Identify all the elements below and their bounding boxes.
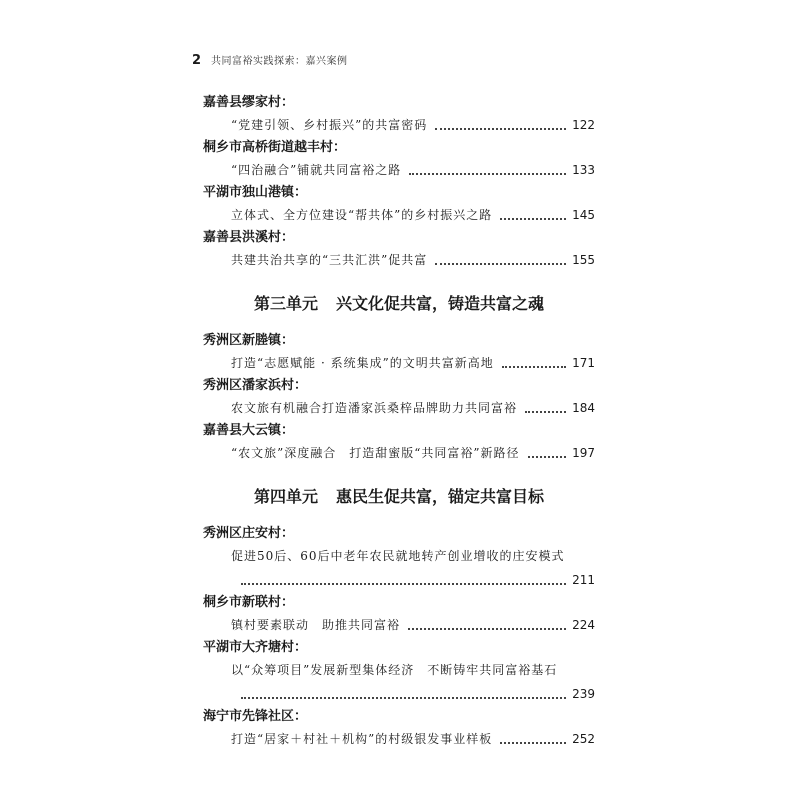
toc-entry-title: “农文旅”深度融合 打造甜蜜版“共同富裕”新路径 — [231, 446, 520, 460]
toc-entry-title: 促进50后、60后中老年农民就地转产创业增收的庄安模式 — [231, 549, 565, 563]
table-of-contents — [203, 92, 595, 751]
toc-place: 嘉善县大云镇： — [203, 423, 295, 438]
unit-number: 第四单元 — [253, 487, 318, 506]
toc-place: 桐乡市新联村： — [203, 595, 295, 610]
toc-page-number: 122 — [572, 118, 595, 132]
toc-entry-title: “党建引领、乡村振兴”的共富密码 — [231, 118, 428, 132]
toc-entry[interactable] — [231, 658, 595, 706]
toc-entry[interactable] — [231, 248, 595, 272]
page-number: 2 — [192, 53, 202, 68]
toc-entry[interactable] — [231, 613, 595, 637]
toc-group — [203, 227, 595, 272]
toc-place: 嘉善县洪溪村： — [203, 230, 295, 245]
dot-leader — [241, 582, 566, 585]
toc-group — [203, 182, 595, 227]
dot-leader — [525, 410, 566, 413]
toc-group — [203, 375, 595, 420]
toc-page-number: 224 — [572, 618, 595, 632]
toc-entry-title: “四治融合”铺就共同富裕之路 — [231, 163, 402, 177]
toc-page-number: 133 — [572, 163, 595, 177]
dot-leader — [435, 127, 566, 130]
toc-entry-title: 立体式、全方位建设“帮共体”的乡村振兴之路 — [231, 208, 493, 222]
toc-place: 桐乡市高桥街道越丰村： — [203, 140, 347, 155]
toc-group — [203, 706, 595, 751]
section-heading-unit-4[interactable] — [203, 485, 595, 509]
toc-entry[interactable] — [231, 351, 595, 375]
toc-entry[interactable] — [231, 113, 595, 137]
dot-leader — [500, 217, 566, 220]
toc-group — [203, 137, 595, 182]
toc-place: 秀洲区潘家浜村： — [203, 378, 308, 393]
dot-leader — [500, 741, 566, 744]
toc-page-number: 211 — [572, 573, 595, 587]
toc-entry-title: 共建共治共享的“三共汇洪”促共富 — [231, 253, 428, 267]
toc-entry-title: 打造“志愿赋能 · 系统集成”的文明共富新高地 — [231, 356, 494, 370]
toc-place: 嘉善县缪家村： — [203, 95, 295, 110]
toc-page-number: 197 — [572, 446, 595, 460]
toc-page-number: 252 — [572, 732, 595, 746]
toc-group — [203, 523, 595, 592]
toc-entry-title: 以“众筹项目”发展新型集体经济 不断铸牢共同富裕基石 — [231, 663, 558, 677]
dot-leader — [409, 172, 566, 175]
dot-leader — [435, 262, 566, 265]
dot-leader — [241, 696, 566, 699]
section-heading-unit-3[interactable] — [203, 292, 595, 316]
dot-leader — [502, 365, 566, 368]
toc-group — [203, 592, 595, 637]
toc-place: 秀洲区庄安村： — [203, 526, 295, 541]
toc-page-number: 239 — [572, 687, 595, 701]
unit-title: 惠民生促共富，锚定共富目标 — [336, 487, 545, 506]
toc-place: 秀洲区新塍镇： — [203, 333, 295, 348]
toc-entry[interactable] — [231, 441, 595, 465]
toc-page-number: 155 — [572, 253, 595, 267]
unit-title: 兴文化促共富，铸造共富之魂 — [336, 294, 545, 313]
running-head — [192, 52, 348, 68]
toc-place: 平湖市独山港镇： — [203, 185, 308, 200]
toc-entry-title: 镇村要素联动 助推共同富裕 — [231, 618, 401, 632]
dot-leader — [408, 627, 566, 630]
toc-place: 平湖市大齐塘村： — [203, 640, 308, 655]
unit-number: 第三单元 — [253, 294, 318, 313]
dot-leader — [528, 455, 567, 458]
toc-page-number: 145 — [572, 208, 595, 222]
toc-entry-title: 农文旅有机融合打造潘家浜桑梓品牌助力共同富裕 — [231, 401, 518, 415]
toc-place: 海宁市先锋社区： — [203, 709, 308, 724]
toc-group — [203, 420, 595, 465]
toc-entry[interactable] — [231, 727, 595, 751]
toc-entry[interactable] — [231, 158, 595, 182]
toc-entry[interactable] — [231, 396, 595, 420]
toc-entry-title: 打造“居家＋村社＋机构”的村级银发事业样板 — [231, 732, 493, 746]
book-title: 共同富裕实践探索：嘉兴案例 — [211, 56, 348, 67]
toc-entry[interactable] — [231, 544, 595, 592]
toc-page-number: 171 — [572, 356, 595, 370]
toc-group — [203, 92, 595, 137]
toc-entry[interactable] — [231, 203, 595, 227]
toc-group — [203, 330, 595, 375]
toc-page-number: 184 — [572, 401, 595, 415]
toc-group — [203, 637, 595, 706]
